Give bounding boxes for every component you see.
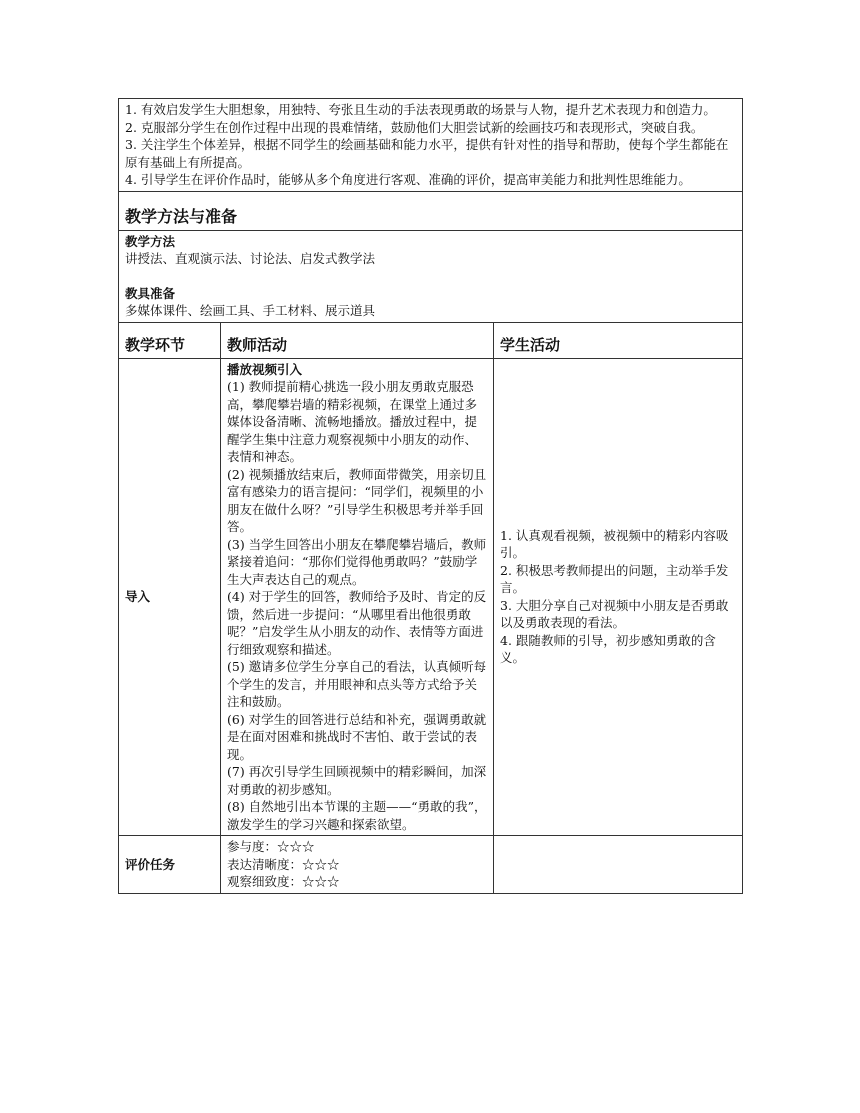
teacher-step: (6) 对学生的回答进行总结和补充，强调勇敢就是在面对困难和挑战时不害怕、敢于尝试的表现。 bbox=[227, 711, 487, 762]
goal-item: 1. 有效启发学生大胆想象，用独特、夸张且生动的手法表现勇敢的场景与人物，提升艺术表现力和创造力。 bbox=[125, 102, 716, 117]
teacher-step: (5) 邀请多位学生分享自己的看法，认真倾听每个学生的发言，并用眼神和点头等方式给予关注和鼓励。 bbox=[227, 659, 487, 709]
teacher-activity-title: 播放视频引入 bbox=[227, 361, 303, 377]
evaluation-items-cell bbox=[221, 836, 494, 894]
spacer bbox=[125, 268, 736, 285]
evaluation-empty-cell bbox=[494, 836, 743, 894]
header-teacher: 教师活动 bbox=[221, 322, 494, 358]
section-heading: 教学方法与准备 bbox=[119, 191, 743, 230]
evaluation-item: 观察细致度：☆☆☆ bbox=[227, 874, 340, 889]
stage-intro: 导入 bbox=[119, 358, 221, 836]
header-stage: 教学环节 bbox=[119, 322, 221, 358]
teacher-step: (7) 再次引导学生回顾视频中的精彩瞬间，加深对勇敢的初步感知。 bbox=[227, 764, 487, 797]
methods-row bbox=[119, 230, 743, 322]
methods-text: 讲授法、直观演示法、讨论法、启发式教学法 bbox=[125, 251, 376, 266]
goal-item: 3. 关注学生个体差异，根据不同学生的绘画基础和能力水平，提供有针对性的指导和帮助，使每个学生都能在原有基础上有所提高。 bbox=[125, 137, 729, 170]
student-activity-cell bbox=[494, 358, 743, 836]
teacher-step: (2) 视频播放结束后，教师面带微笑，用亲切且富有感染力的语言提问：“同学们，视频里的小朋友在做什么呀？”引导学生积极思考并举手回答。 bbox=[227, 466, 487, 534]
intro-row bbox=[119, 358, 743, 836]
teacher-activity-cell bbox=[221, 358, 494, 836]
student-step: 3. 大胆分享自己对视频中小朋友是否勇敢以及勇敢表现的看法。 bbox=[500, 597, 729, 631]
goals-cell bbox=[119, 99, 743, 192]
teacher-step: (1) 教师提前精心挑选一段小朋友勇敢克服恐高，攀爬攀岩墙的精彩视频，在课堂上通过多媒体设备清晰、流畅地播放。播放过程中，提醒学生集中注意力观察视频中小朋友的动作、表情和神态。 bbox=[227, 379, 478, 464]
methods-label: 教学方法 bbox=[125, 233, 176, 249]
goals-row bbox=[119, 99, 743, 192]
evaluation-row bbox=[119, 836, 743, 894]
header-student: 学生活动 bbox=[494, 322, 743, 358]
evaluation-item: 表达清晰度：☆☆☆ bbox=[227, 856, 340, 872]
student-step: 2. 积极思考教师提出的问题，主动举手发言。 bbox=[500, 562, 729, 596]
evaluation-item: 参与度：☆☆☆ bbox=[227, 839, 315, 854]
student-step: 4. 跟随教师的引导，初步感知勇敢的含义。 bbox=[500, 632, 716, 666]
methods-heading-row bbox=[119, 191, 743, 230]
table-header-row bbox=[119, 322, 743, 358]
goal-item: 4. 引导学生在评价作品时，能够从多个角度进行客观、准确的评价，提高审美能力和批判性思维能力。 bbox=[125, 172, 691, 187]
prep-text: 多媒体课件、绘画工具、手工材料、展示道具 bbox=[125, 303, 376, 318]
teacher-step: (4) 对于学生的回答，教师给予及时、肯定的反馈，然后进一步提问：“从哪里看出他很勇敢呢？”启发学生从小朋友的动作、表情等方面进行细致观察和描述。 bbox=[227, 589, 487, 657]
stage-evaluation: 评价任务 bbox=[119, 836, 221, 894]
prep-label: 教具准备 bbox=[125, 285, 176, 301]
methods-cell bbox=[119, 230, 743, 322]
lesson-plan-table bbox=[118, 98, 743, 894]
goal-item: 2. 克服部分学生在创作过程中出现的畏难情绪，鼓励他们大胆尝试新的绘画技巧和表现形式，突破自我。 bbox=[125, 119, 704, 135]
teacher-step: (3) 当学生回答出小朋友在攀爬攀岩墙后，教师紧接着追问：“那你们觉得他勇敢吗？”鼓励学生大声表达自己的观点。 bbox=[227, 536, 487, 587]
teacher-step: (8) 自然地引出本节课的主题——“勇敢的我”，激发学生的学习兴趣和探索欲望。 bbox=[227, 799, 487, 832]
student-step: 1. 认真观看视频，被视频中的精彩内容吸引。 bbox=[500, 527, 729, 561]
